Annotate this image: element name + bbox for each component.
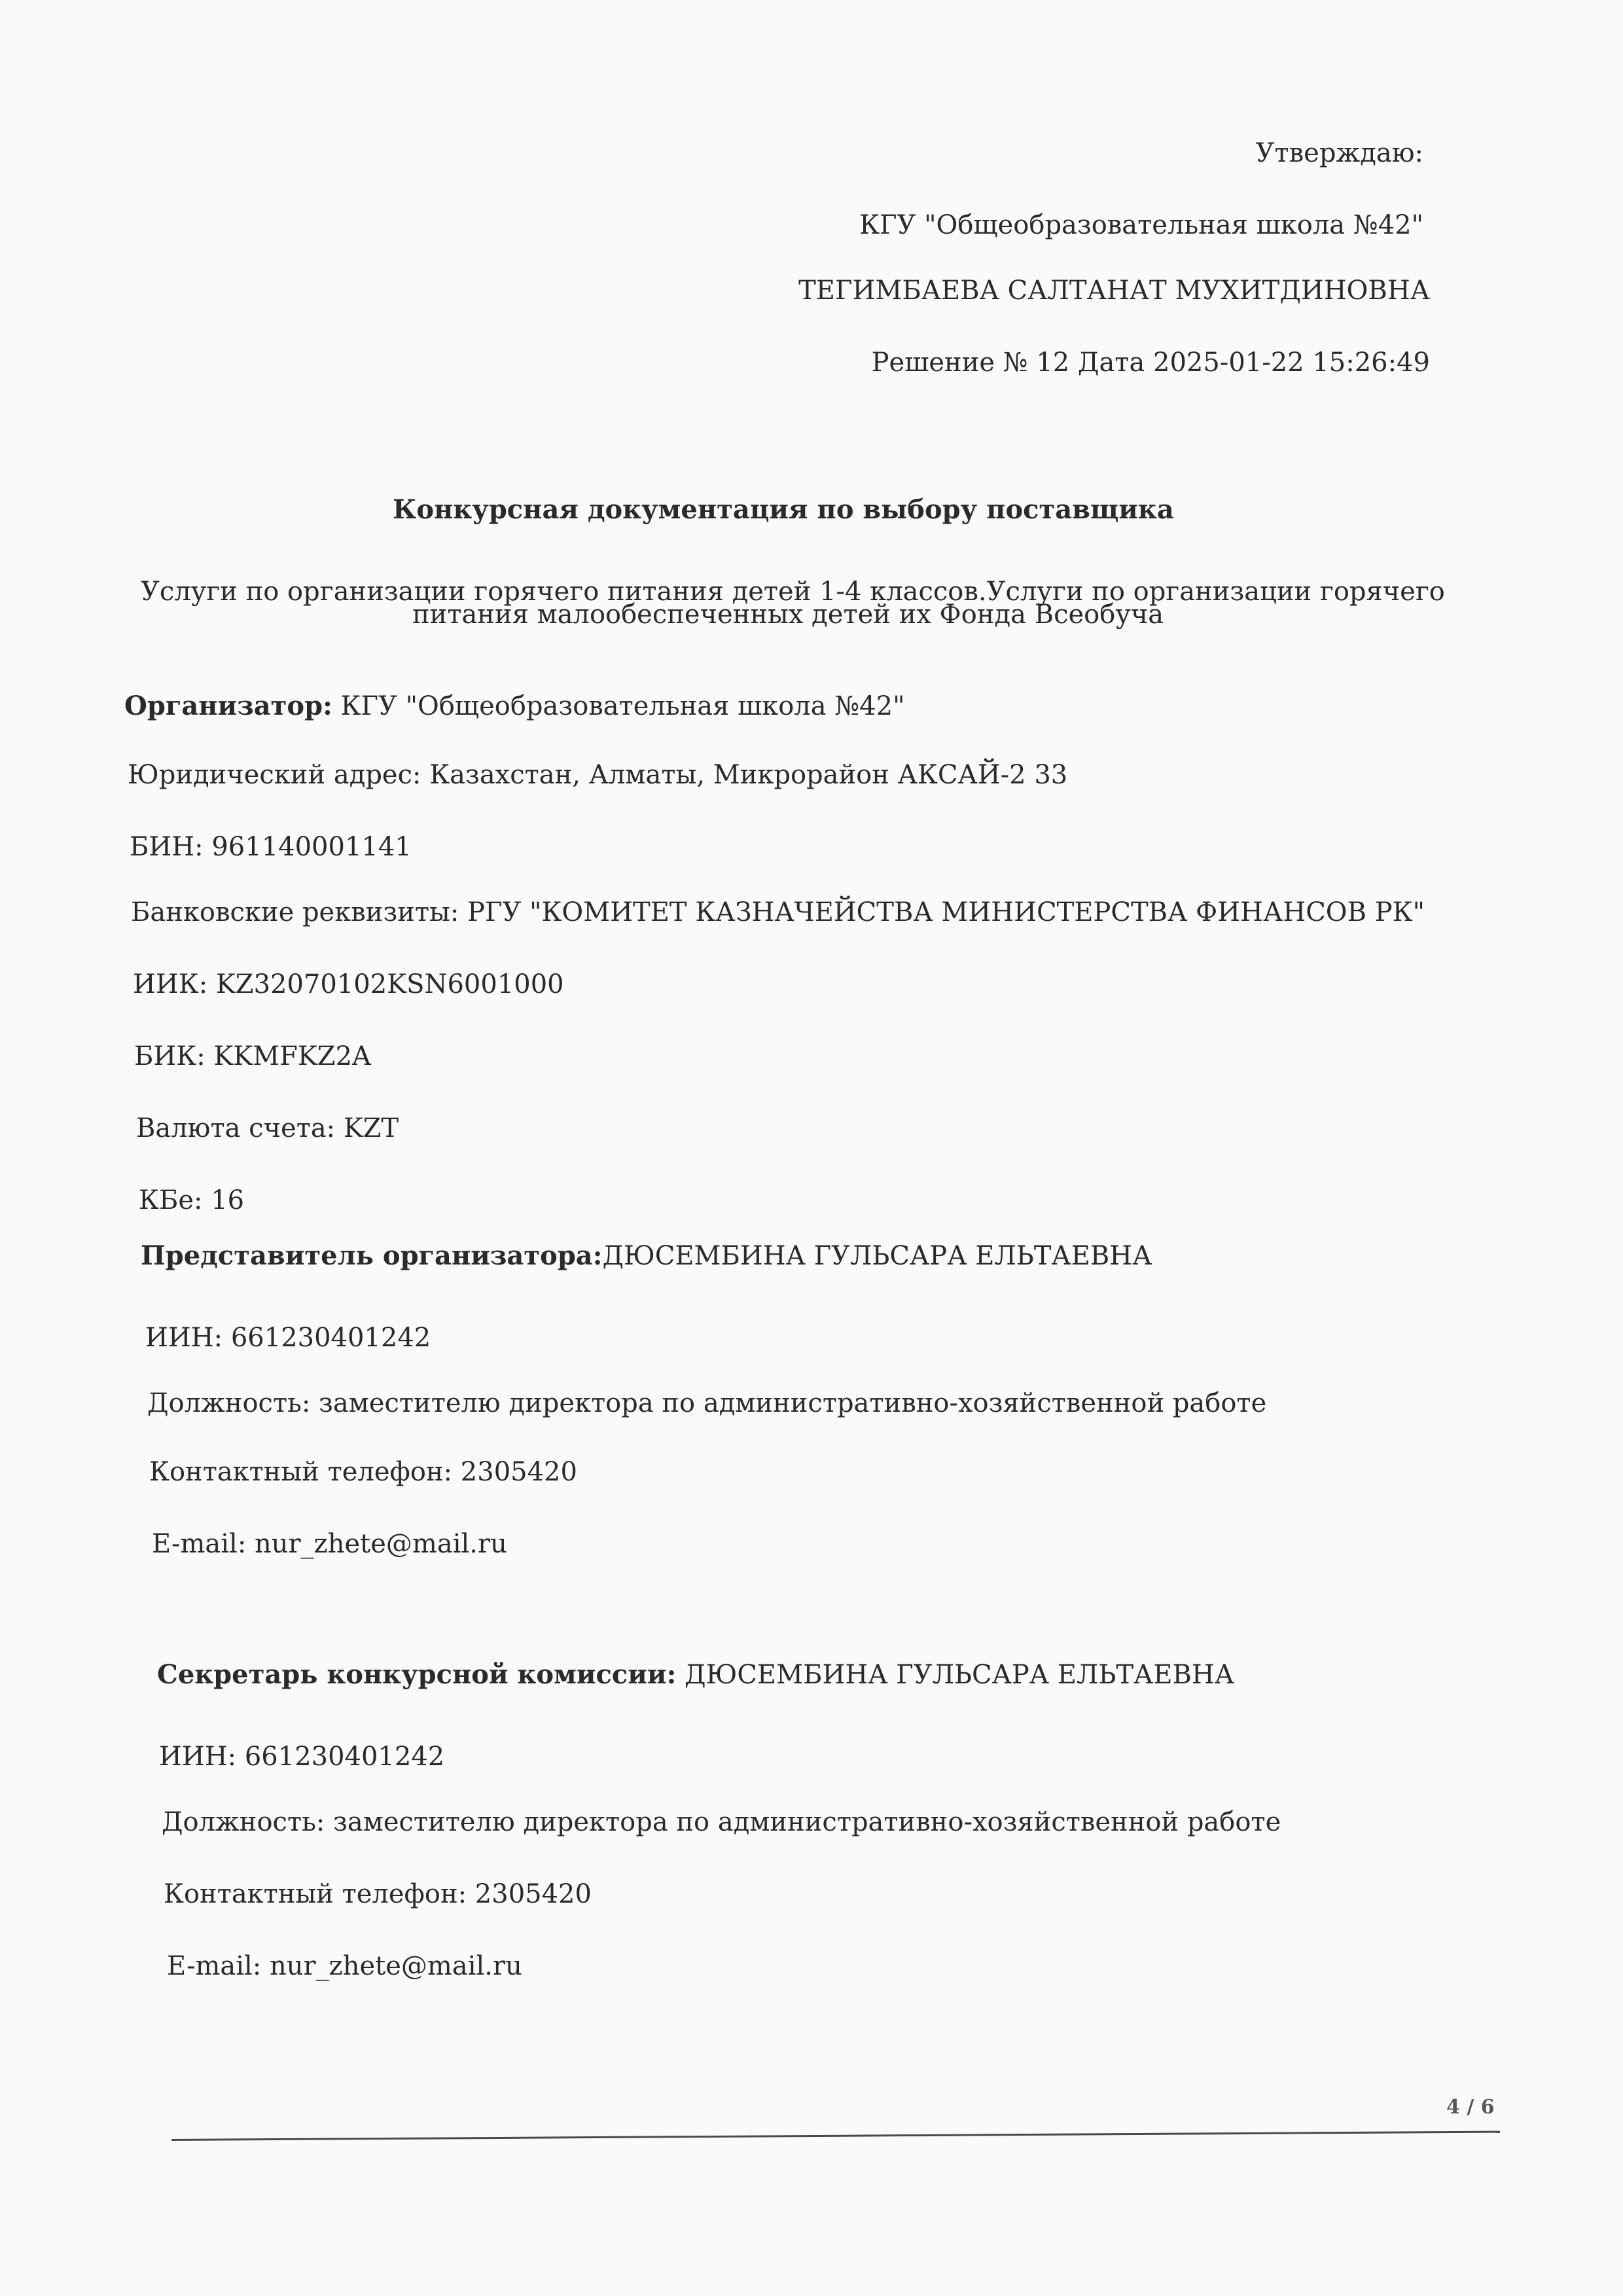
secretary-line	[157, 1659, 1234, 1691]
secretary-value: ДЮСЕМБИНА ГУЛЬСАРА ЕЛЬТАЕВНА	[676, 1660, 1235, 1690]
document-title: Конкурсная документация по выбору поставщика	[393, 494, 1174, 525]
representative-line	[141, 1240, 1152, 1272]
secretary-iin: ИИН: 661230401242	[159, 1742, 445, 1772]
representative-value: ДЮСЕМБИНА ГУЛЬСАРА ЕЛЬТАЕВНА	[602, 1241, 1152, 1271]
secretary-position: Должность: заместителю директора по административно-хозяйственной работе	[162, 1807, 1281, 1837]
subject-line-2: питания малообеспеченных детей их Фонда Всеобуча	[412, 600, 1164, 630]
organizer-bik: БИК: KKMFKZ2A	[134, 1041, 371, 1071]
representative-label: Представитель организатора:	[141, 1240, 603, 1271]
organizer-line	[124, 691, 904, 722]
approval-org: КГУ "Общеобразовательная школа №42"	[859, 210, 1423, 240]
organizer-kbe: КБе: 16	[139, 1185, 245, 1215]
approval-head: ТЕГИМБАЕВА САЛТАНАТ МУХИТДИНОВНА	[798, 276, 1430, 306]
secretary-email: E-mail: nur_zhete@mail.ru	[167, 1951, 522, 1981]
organizer-bin: БИН: 961140001141	[130, 832, 412, 862]
organizer-label: Организатор:	[124, 691, 332, 721]
representative-iin: ИИН: 661230401242	[145, 1323, 431, 1353]
approval-approve: Утверждаю:	[1255, 138, 1423, 168]
organizer-address: Юридический адрес: Казахстан, Алматы, Микрорайон АКСАЙ-2 33	[128, 760, 1068, 790]
representative-email: E-mail: nur_zhete@mail.ru	[152, 1529, 507, 1559]
representative-position: Должность: заместителю директора по административно-хозяйственной работе	[147, 1388, 1267, 1418]
organizer-value: КГУ "Общеобразовательная школа №42"	[332, 691, 905, 721]
representative-phone: Контактный телефон: 2305420	[149, 1457, 577, 1487]
approval-decision: Решение № 12 Дата 2025-01-22 15:26:49	[871, 348, 1430, 378]
secretary-phone: Контактный телефон: 2305420	[164, 1879, 592, 1909]
organizer-bank: Банковские реквизиты: РГУ "КОМИТЕТ КАЗНАЧЕЙСТВА МИНИСТЕРСТВА ФИНАНСОВ РК"	[131, 897, 1425, 927]
page-number: 4 / 6	[1446, 2096, 1495, 2119]
organizer-currency: Валюта счета: KZT	[136, 1113, 399, 1143]
organizer-iik: ИИК: KZ32070102KSN6001000	[133, 969, 564, 999]
subject-line-1: Услуги по организации горячего питания детей 1-4 классов.Услуги по организации горячего	[141, 577, 1445, 607]
secretary-label: Секретарь конкурсной комиссии:	[157, 1659, 677, 1690]
footer-divider	[171, 2131, 1500, 2141]
